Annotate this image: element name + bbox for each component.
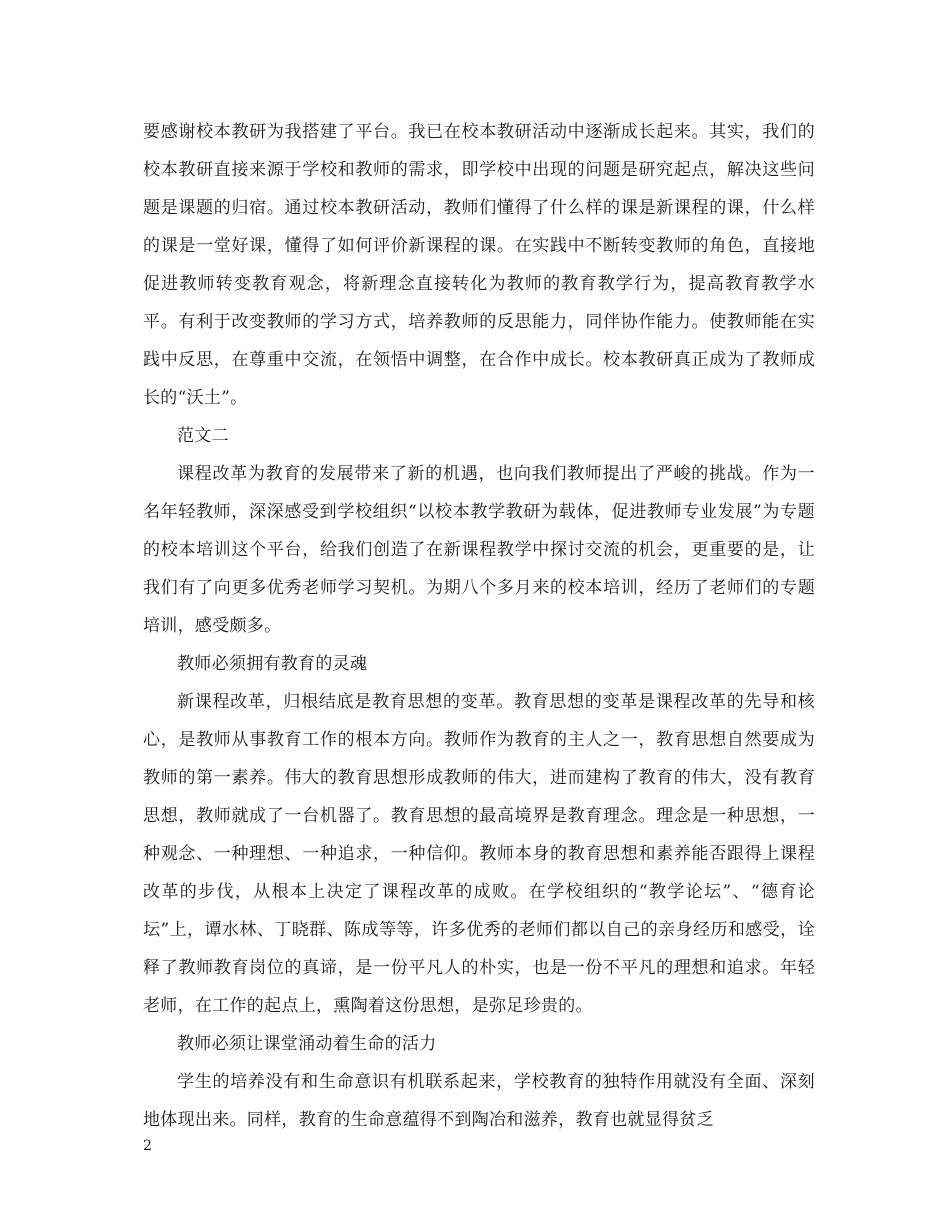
page-number: 2 xyxy=(143,1138,152,1154)
paragraph: 新课程改革，归根结底是教育思想的变革。教育思想的变革是课程改革的先导和核心，是教师从事教育工作的根本方向。教师作为教育的主人之一，教育思想自然要成为教师的第一素养。伟大的教育思想形成教师的伟大，进而建构了教育的伟大，没有教育思想，教师就成了一台机器了。教育思想的最高境界是教育理念。理念是一种思想，一种观念、一种理想、一种追求，一种信仰。教师本身的教育思想和素养能否跟得上课程改革的步伐，从根本上决定了课程改革的成败。在学校组织的“教学论坛”、“德育论坛”上，谭水林、丁晓群、陈成等等，许多优秀的老师们都以自己的亲身经历和感受，诠释了教师教育岗位的真谛，是一份平凡人的朴实，也是一份不平凡的理想和追求。年轻老师，在工作的起点上，熏陶着这份思想，是弥足珍贵的。 xyxy=(143,692,815,1016)
paragraph: 课程改革为教育的发展带来了新的机遇，也向我们教师提出了严峻的挑战。作为一名年轻教师，深深感受到学校组织“以校本教学教研为载体，促进教师专业发展”为专题的校本培训这个平台，给我们创造了在新课程教学中探讨交流的机会，更重要的是，让我们有了向更多优秀老师学习契机。为期八个多月来的校本培训，经历了老师们的专题培训，感受颇多。 xyxy=(143,464,815,636)
section-heading: 范文二 xyxy=(177,426,229,446)
paragraph: 要感谢校本教研为我搭建了平台。我已在校本教研活动中逐渐成长起来。其实，我们的校本教研直接来源于学校和教师的需求，即学校中出现的问题是研究起点，解决这些问题是课题的归宿。通过校本教研活动，教师们懂得了什么样的课是新课程的课，什么样的课是一堂好课，懂得了如何评价新课程的课。在实践中不断转变教师的角色，直接地促进教师转变教育观念，将新理念直接转化为教师的教育教学行为，提高教育教学水平。有利于改变教师的学习方式，培养教师的反思能力，同伴协作能力。使教师能在实践中反思，在尊重中交流，在领悟中调整，在合作中成长。校本教研真正成为了教师成长的“沃土”。 xyxy=(143,122,815,408)
section-heading: 教师必须拥有教育的灵魂 xyxy=(177,654,368,674)
paragraph: 学生的培养没有和生命意识有机联系起来，学校教育的独特作用就没有全面、深刻地体现出来。同样，教育的生命意蕴得不到陶冶和滋养，教育也就显得贫乏 xyxy=(143,1072,815,1130)
document-body xyxy=(143,113,815,1139)
section-heading: 教师必须让课堂涌动着生命的活力 xyxy=(177,1034,437,1054)
